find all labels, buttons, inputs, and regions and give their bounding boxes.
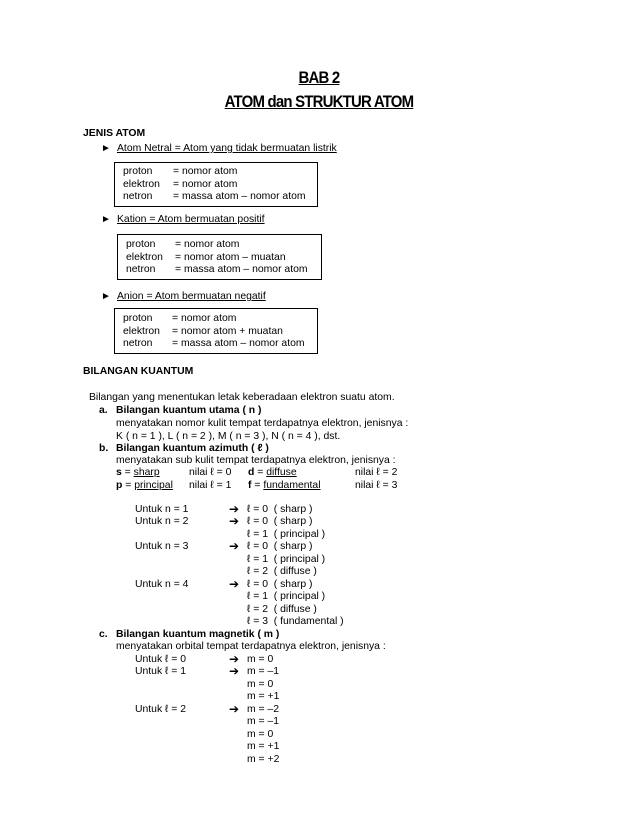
subshell-nilai-s: nilai ℓ = 0 (189, 467, 232, 478)
row-name: proton (126, 239, 156, 250)
row-name: elektron (126, 251, 163, 263)
row-value: m = –1 (247, 716, 280, 728)
kuantum-magnetik-desc: menyatakan orbital tempat terdapatnya elektron, jenisnya : (116, 641, 386, 652)
row-label: Untuk n = 3 (135, 541, 189, 553)
atom-netral-box (114, 162, 318, 207)
subshell-letter: s (116, 467, 122, 478)
kuantum-utama-desc: menyatakan nomor kulit tempat terdapatnya elektron, jenisnya : (116, 418, 409, 429)
row-value: m = –1 (247, 666, 280, 678)
bullet-icon: ► (101, 214, 111, 225)
kuantum-utama-title: Bilangan kuantum utama ( n ) (116, 405, 262, 416)
item-marker-b: b. (99, 443, 109, 454)
row-name: proton (123, 313, 153, 324)
item-marker-c: c. (99, 629, 108, 640)
row-label: Untuk ℓ = 1 (135, 666, 187, 678)
row-value: m = 0 (247, 654, 274, 665)
arrow-right-icon: ➔ (229, 576, 240, 591)
row-value: = nomor atom (175, 239, 240, 250)
row-value: ℓ = 1 ( principal ) (247, 553, 326, 565)
atom-netral-label: Atom Netral = Atom yang tidak bermuatan listrik (117, 143, 337, 154)
anion-box (114, 308, 318, 354)
subshell-word: principal (134, 480, 173, 491)
subshell-letter: f (248, 480, 252, 491)
chapter-title: BAB 2 (298, 68, 340, 87)
anion-label: Anion = Atom bermuatan negatif (117, 291, 266, 302)
kuantum-intro: Bilangan yang menentukan letak keberadaan elektron suatu atom. (89, 392, 395, 403)
subshell-type-d (248, 467, 297, 479)
kation-label: Kation = Atom bermuatan positif (117, 214, 265, 225)
row-label: Untuk n = 4 (135, 578, 189, 590)
subshell-word: sharp (133, 467, 160, 478)
arrow-right-icon: ➔ (229, 701, 240, 716)
subshell-type-f (248, 480, 321, 492)
row-label: Untuk ℓ = 0 (135, 654, 187, 665)
row-value: = massa atom – nomor atom (173, 191, 306, 202)
row-value: ℓ = 0 ( sharp ) (247, 578, 313, 590)
chapter-subtitle: ATOM dan STRUKTUR ATOM (224, 92, 414, 111)
row-value: ℓ = 1 ( principal ) (247, 528, 326, 540)
row-value: = nomor atom + muatan (172, 325, 283, 337)
row-value: m = +1 (247, 691, 280, 703)
row-value: ℓ = 3 ( fundamental ) (247, 616, 344, 628)
subshell-eq: = (121, 467, 134, 478)
subshell-type-s (116, 467, 160, 479)
row-name: netron (123, 191, 153, 202)
subshell-word: diffuse (266, 467, 297, 478)
subshell-nilai-f: nilai ℓ = 3 (355, 480, 398, 491)
bullet-icon: ► (101, 291, 111, 302)
row-name: elektron (123, 325, 160, 337)
arrow-right-icon: ➔ (229, 539, 240, 554)
row-label: Untuk n = 2 (135, 516, 189, 528)
arrow-right-icon: ➔ (229, 514, 240, 529)
row-name: elektron (123, 178, 160, 190)
kuantum-azimuth-desc: menyatakan sub kulit tempat terdapatnya elektron, jenisnya : (116, 455, 396, 466)
subshell-type-p (116, 480, 173, 492)
row-value: = nomor atom (173, 178, 238, 190)
row-value: = nomor atom – muatan (175, 251, 286, 263)
subshell-word: fundamental (263, 480, 321, 491)
row-value: ℓ = 2 ( diffuse ) (247, 566, 317, 578)
row-label: Untuk n = 1 (135, 504, 189, 515)
kuantum-utama-values: K ( n = 1 ), L ( n = 2 ), M ( n = 3 ), N ( n = 4 ), dst. (116, 431, 341, 442)
row-value: m = 0 (247, 728, 274, 740)
row-value: ℓ = 0 ( sharp ) (247, 516, 313, 528)
row-value: ℓ = 0 ( sharp ) (247, 541, 313, 553)
bullet-icon: ► (101, 143, 111, 154)
row-name: proton (123, 166, 153, 177)
subshell-eq: = (254, 467, 267, 478)
row-value: = massa atom – nomor atom (175, 264, 308, 275)
row-value: ℓ = 0 ( sharp ) (247, 504, 313, 515)
row-name: netron (123, 338, 153, 349)
subshell-nilai-p: nilai ℓ = 1 (189, 480, 232, 491)
kuantum-azimuth-title: Bilangan kuantum azimuth ( ℓ ) (116, 443, 269, 454)
section-heading-bilangan-kuantum: BILANGAN KUANTUM (83, 366, 194, 377)
row-value: = nomor atom (172, 313, 237, 324)
subshell-eq: = (251, 480, 264, 491)
row-value: ℓ = 1 ( principal ) (247, 591, 326, 603)
kation-box (117, 234, 322, 280)
section-heading-jenis-atom: JENIS ATOM (83, 128, 146, 139)
row-value: m = +2 (247, 753, 280, 765)
row-value: m = 0 (247, 678, 274, 690)
subshell-letter: p (116, 480, 123, 491)
row-name: netron (126, 264, 156, 275)
item-marker-a: a. (99, 405, 108, 416)
row-value: ℓ = 2 ( diffuse ) (247, 603, 317, 615)
arrow-right-icon: ➔ (229, 652, 240, 666)
row-value: = massa atom – nomor atom (172, 338, 305, 349)
row-label: Untuk ℓ = 2 (135, 703, 187, 715)
row-value: m = –2 (247, 703, 280, 715)
row-value: = nomor atom (173, 166, 238, 177)
arrow-right-icon: ➔ (229, 664, 240, 679)
row-value: m = +1 (247, 741, 280, 753)
subshell-eq: = (122, 480, 135, 491)
kuantum-magnetik-title: Bilangan kuantum magnetik ( m ) (116, 629, 280, 640)
arrow-right-icon: ➔ (229, 502, 240, 516)
subshell-nilai-d: nilai ℓ = 2 (355, 467, 398, 478)
subshell-letter: d (248, 467, 255, 478)
